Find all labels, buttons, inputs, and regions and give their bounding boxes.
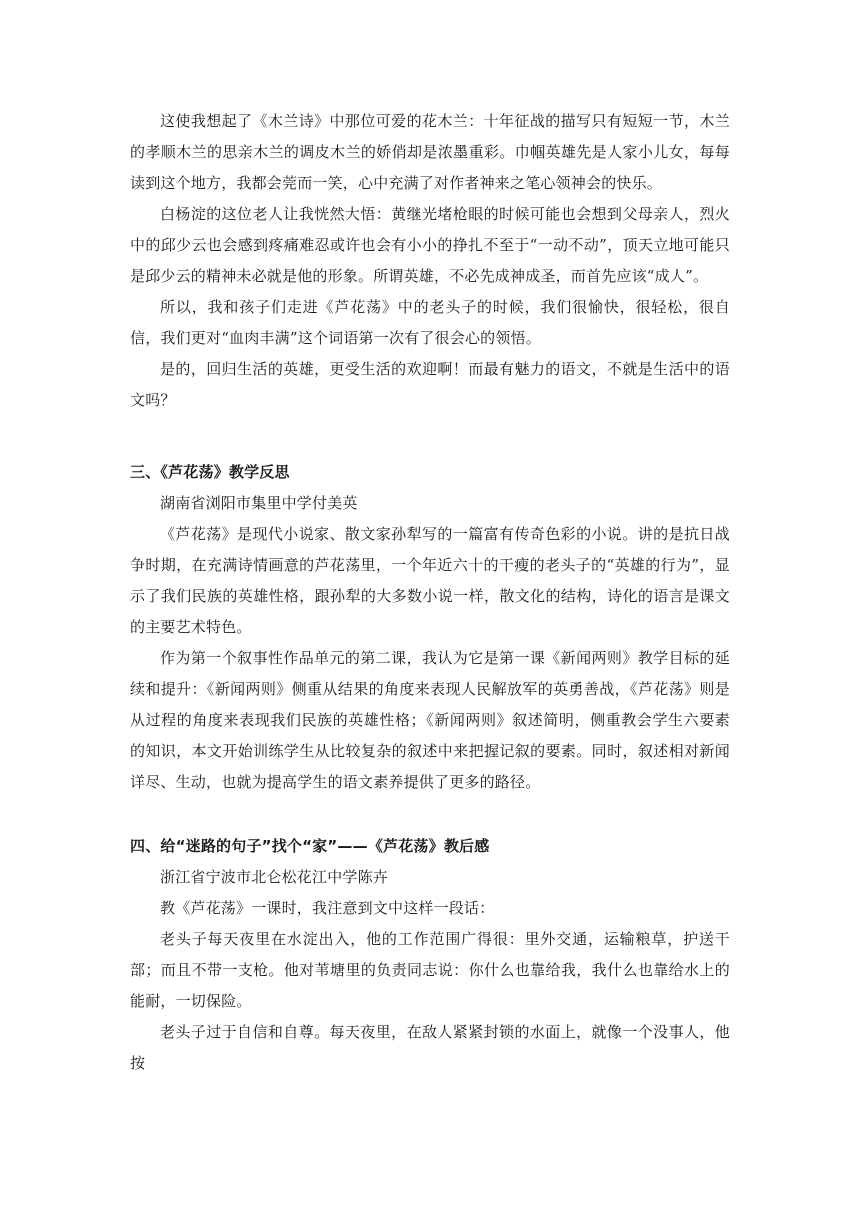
section-heading: 四、给“迷路的句子”找个“家”——《芦花荡》教后感 bbox=[130, 837, 490, 855]
paragraph: 《芦花荡》是现代小说家、散文家孙犁写的一篇富有传奇色彩的小说。讲的是抗日战争时期，在充满诗情画意的芦花荡里，一个年近六十的干瘦的老头子的“英雄的行为”，显示了我们民族的英雄性格，跟孙犁的大多数小说一样，散文化的结构，诗化的语言是课文的主要艺术特色。 bbox=[130, 525, 730, 636]
paragraph: 作为第一个叙事性作品单元的第二课，我认为它是第一课《新闻两则》教学目标的延续和提升：《新闻两则》侧重从结果的角度来表现人民解放军的英勇善战，《芦花荡》则是从过程的角度来表现我们民族的英雄性格；《新闻两则》叙述简明，侧重教会学生六要素的知识，本文开始训练学生从比较复杂的叙述中来把握记叙的要素。同时，叙述相对新闻详尽、生动，也就为提高学生的语文素养提供了更多的路径。 bbox=[130, 649, 730, 791]
section-spacer bbox=[130, 416, 730, 457]
paragraph: 教《芦花荡》一课时，我注意到文中这样一段话： bbox=[160, 899, 495, 917]
section-heading: 三、《芦花荡》教学反思 bbox=[130, 463, 290, 481]
author-line: 浙江省宁波市北仑松花江中学陈卉 bbox=[160, 868, 389, 886]
paragraph: 白杨淀的这位老人让我恍然大悟：黄继光堵枪眼的时候可能也会想到父母亲人，烈火中的邱少云也会感到疼痛难忍或许也会有小小的挣扎不至于“一动不动”，顶天立地可能只是邱少云的精神未必就是他的形象。所谓英雄，不必先成神成圣，而首先应该“成人”。 bbox=[130, 205, 730, 285]
paragraph: 老头子每天夜里在水淀出入，他的工作范围广得很：里外交通，运输粮草，护送干部；而且不带一支枪。他对苇塘里的负责同志说：你什么也靠给我，我什么也靠给水上的能耐，一切保险。 bbox=[130, 930, 730, 1010]
paragraph: 老头子过于自信和自尊。每天夜里，在敌人紧紧封锁的水面上，就像一个没事人，他按 bbox=[130, 1023, 730, 1072]
author-line: 湖南省浏阳市集里中学付美英 bbox=[160, 494, 358, 512]
document-page bbox=[130, 106, 730, 1079]
paragraph: 是的，回归生活的英雄，更受生活的欢迎啊！而最有魅力的语文，不就是生活中的语文吗？ bbox=[130, 360, 730, 409]
paragraph: 这使我想起了《木兰诗》中那位可爱的花木兰：十年征战的描写只有短短一节，木兰的孝顺木兰的思亲木兰的调皮木兰的娇俏却是浓墨重彩。巾帼英雄先是人家小儿女，每每读到这个地方，我都会莞而一笑，心中充满了对作者神来之笔心领神会的快乐。 bbox=[130, 112, 730, 192]
section-spacer bbox=[130, 798, 730, 831]
paragraph: 所以，我和孩子们走进《芦花荡》中的老头子的时候，我们很愉快，很轻松，很自信，我们更对“血肉丰满”这个词语第一次有了很会心的领悟。 bbox=[130, 298, 730, 347]
